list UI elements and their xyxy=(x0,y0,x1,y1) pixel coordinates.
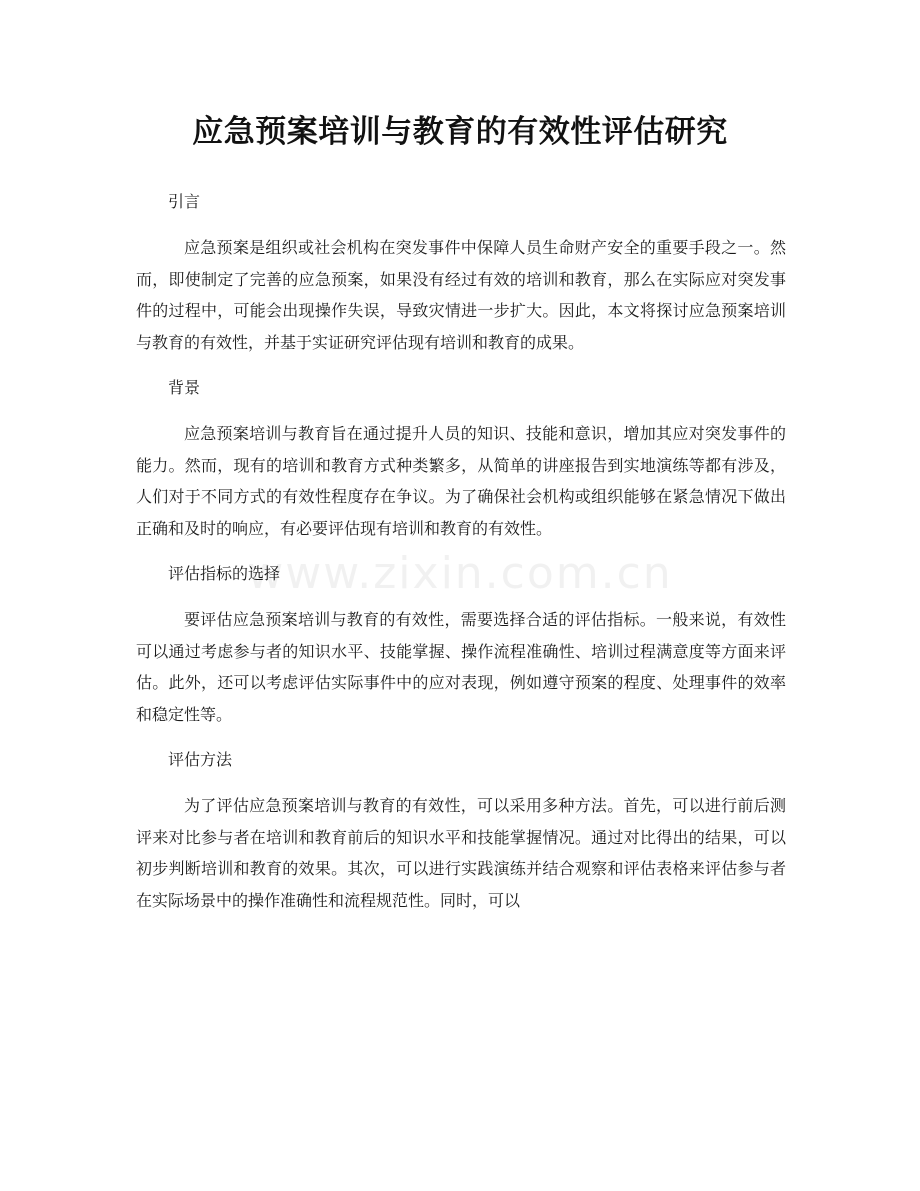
section-heading: 引言 xyxy=(168,192,201,211)
section-introduction xyxy=(136,186,786,358)
document-body xyxy=(136,186,786,930)
section-heading: 评估方法 xyxy=(168,750,233,769)
section-background xyxy=(136,372,786,544)
section-evaluation-methods xyxy=(136,744,786,916)
section-paragraph: 应急预案培训与教育旨在通过提升人员的知识、技能和意识，增加其应对突发事件的能力。然而，现有的培训和教育方式种类繁多，从简单的讲座报告到实地演练等都有涉及，人们对于不同方式的有效性程度存在争议。为了确保社会机构或组织能够在紧急情况下做出正确和及时的响应，有必要评估现有培训和教育的有效性。 xyxy=(136,424,786,538)
section-heading: 背景 xyxy=(168,378,201,397)
section-paragraph: 要评估应急预案培训与教育的有效性，需要选择合适的评估指标。一般来说，有效性可以通过考虑参与者的知识水平、技能掌握、操作流程准确性、培训过程满意度等方面来评估。此外，还可以考虑评估实际事件中的应对表现，例如遵守预案的程度、处理事件的效率和稳定性等。 xyxy=(136,610,786,724)
watermark: www.zixin.com.cn xyxy=(247,548,673,599)
page-title: 应急预案培训与教育的有效性评估研究 xyxy=(192,114,728,150)
section-heading: 评估指标的选择 xyxy=(168,564,281,583)
section-paragraph: 为了评估应急预案培训与教育的有效性，可以采用多种方法。首先，可以进行前后测评来对比参与者在培训和教育前后的知识水平和技能掌握情况。通过对比得出的结果，可以初步判断培训和教育的效果。其次，可以进行实践演练并结合观察和评估表格来评估参与者在实际场景中的操作准确性和流程规范性。同时，可以 xyxy=(136,796,786,910)
section-paragraph: 应急预案是组织或社会机构在突发事件中保障人员生命财产安全的重要手段之一。然而，即使制定了完善的应急预案，如果没有经过有效的培训和教育，那么在实际应对突发事件的过程中，可能会出现操作失误，导致灾情进一步扩大。因此，本文将探讨应急预案培训与教育的有效性，并基于实证研究评估现有培训和教育的成果。 xyxy=(136,238,786,352)
section-indicator-selection xyxy=(136,558,786,730)
